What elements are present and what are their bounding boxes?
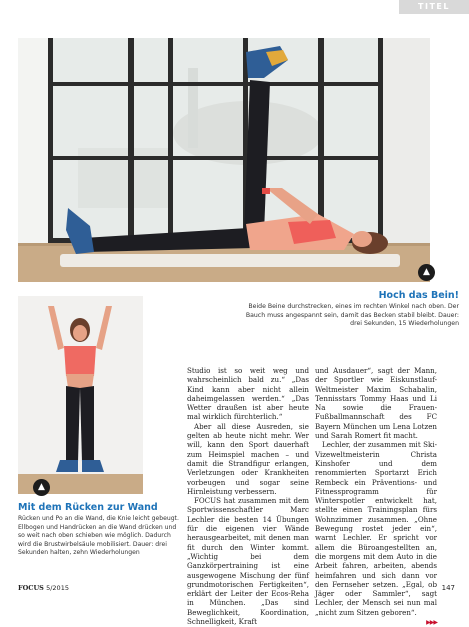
continue-mark: [315, 617, 437, 627]
side-caption: [18, 502, 183, 558]
hero-caption-title: Hoch das Bein!: [378, 290, 459, 301]
column2-paragraph: Lechler, der zusammen mit Ski-Vizeweltmeisterin Christa Kinshofer und dem renommierten Sportarzt Erich Rembeck ein Präventions- und Fitnessprogramm für Winterspotler entwickelt hat, stellte einen Trainingsplan fürs Wohnzimmer zusammen. „Ohne Bewegung rostet jeder ein“, warnt Lechler. Er spricht vor allem die Büroangestellten an, die morgens mit dem Auto in die Arbeit fahren, arbeiten, abends heimfahren und sich dann vor den Fernseher setzen. „Egal, ob Jäger oder Sammler“, sagt Lechler, der Mensch sei nun mal „nicht zum Sitzen geboren“.: [315, 440, 437, 617]
page-number: 147: [441, 584, 455, 592]
article-column-1: [187, 366, 309, 626]
hero-caption: [244, 290, 459, 329]
hero-photo: [18, 38, 430, 282]
side-caption-title: Mit dem Rücken zur Wand: [18, 502, 158, 513]
side-caption-text: Rücken und Po an die Wand, die Knie leicht gebeugt. Ellbogen und Handrücken an die Wand drücken und so weit nach oben schieben wie möglich. Dadurch wird die Brustwirbelsäule mobilisiert. Dauer: drei Sekunden halten, zehn Wiederholungen: [18, 515, 179, 557]
continue-arrows: ▶▶▶: [426, 619, 437, 627]
magazine-name: FOCUS: [18, 584, 44, 592]
section-tag: TITEL: [399, 0, 469, 14]
hero-caption-icon: ▲: [418, 264, 435, 281]
side-caption-icon: ▲: [33, 479, 50, 496]
side-illustration: [18, 296, 143, 494]
issue-number: 5/2015: [46, 584, 69, 592]
footer-magazine: [18, 584, 69, 592]
side-photo: [18, 296, 143, 494]
column1-paragraph: Aber all diese Ausreden, sie gelten ab heute nicht mehr. Wer will, kann den Sport dauerhaft zum Heimspiel machen – und damit die Strandfigur erlangen, Verletzungen oder Krankheiten vorbeugen und sogar seine Hirnleistung verbessern.: [187, 421, 309, 496]
column1-paragraph: Studio ist so weit weg und wahrscheinlich bald zu.“ „Das Kind kann aber nicht allein daheimgelassen werden.“ „Das Wetter draußen ist aber heute mal wirklich fürchterlich.“: [187, 366, 309, 422]
hero-caption-text: Beide Beine durchstrecken, eines im rechten Winkel nach oben. Der Bauch muss angespannt sein, damit das Becken stabil bleibt. Dauer: drei Sekunden, 15 Wiederholungen: [245, 303, 459, 328]
column1-paragraph: FOCUS hat zusammen mit dem Sportwissenschaftler Marc Lechler die besten 14 Übungen für die eigenen vier Wände herausgearbeitet, mit denen man fit durch den Winter kommt. „Wichtig bei dem Ganzkörpertraining ist eine ausgewogene Mischung der fünf grundmotorischen Fertigkeiten“, erklärt der Leiter der Ecos-Reha in München. „Das sind Beweglichkeit, Koordination, Schnelligkeit, Kraft: [187, 496, 309, 627]
column2-paragraph: und Ausdauer“, sagt der Mann, der Sportler wie Eiskunstlauf-Weltmeister Maxim Schabalin, Tennisstars Tommy Haas und Li Na sowie die Frauen-Fußballmannschaft des FC Bayern München um Lena Lotzen und Sarah Romert fit macht.: [315, 366, 437, 441]
article-column-2: [315, 366, 437, 627]
hero-illustration: [18, 38, 430, 282]
